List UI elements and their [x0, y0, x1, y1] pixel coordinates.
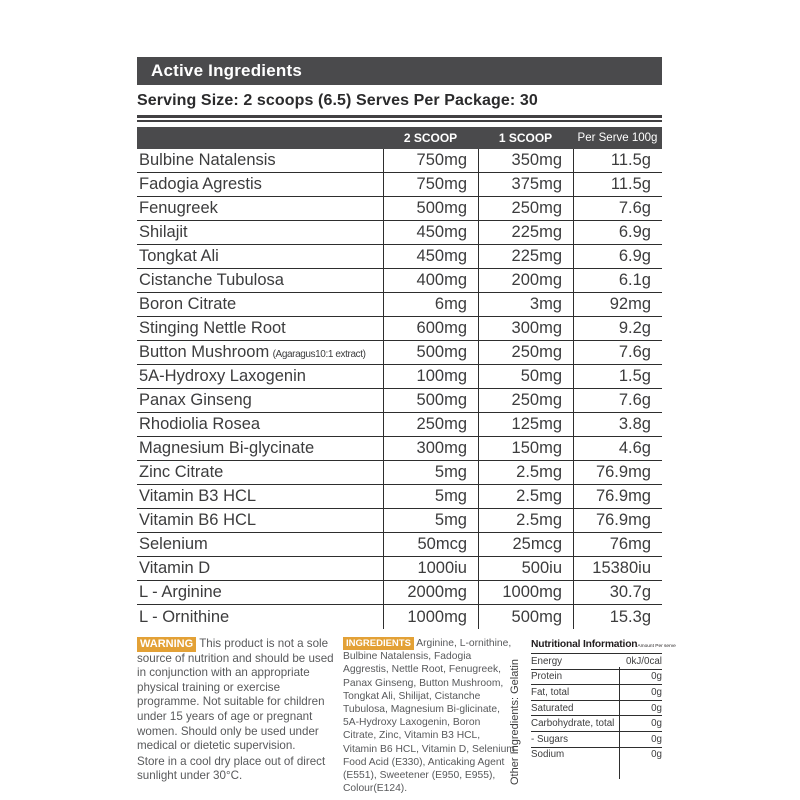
ingredients-block: [343, 637, 515, 795]
amount-1scoop: 350mg: [478, 149, 573, 172]
nutrition-value: 0g: [651, 733, 662, 745]
amount-2scoop: 500mg: [383, 197, 478, 220]
table-row: [137, 197, 662, 221]
amount-2scoop: 6mg: [383, 293, 478, 316]
nutrition-row: [531, 669, 662, 685]
amount-1scoop: 500iu: [478, 557, 573, 580]
nutrition-label: Saturated: [531, 702, 574, 714]
amount-per-serve: 30.7g: [573, 581, 662, 604]
nutrition-value: 0kJ/0cal: [626, 655, 662, 667]
amount-per-serve: 76.9mg: [573, 485, 662, 508]
ingredient-name: Vitamin B6 HCL: [139, 511, 257, 529]
table-row: [137, 365, 662, 389]
amount-per-serve: 92mg: [573, 293, 662, 316]
nutrition-label: Protein: [531, 671, 563, 683]
amount-2scoop: 500mg: [383, 341, 478, 364]
ingredients-tag: INGREDIENTS: [343, 637, 414, 650]
nutrition-value: 0g: [651, 749, 662, 761]
other-ingredients-vertical-label: Other Ingredients: Gelatin: [509, 659, 521, 785]
amount-2scoop: 750mg: [383, 149, 478, 172]
amount-1scoop: 1000mg: [478, 581, 573, 604]
nutrition-row: [531, 715, 662, 731]
amount-per-serve: 6.9g: [573, 245, 662, 268]
amount-2scoop: 100mg: [383, 365, 478, 388]
amount-2scoop: 2000mg: [383, 581, 478, 604]
amount-per-serve: 15380iu: [573, 557, 662, 580]
nutrition-label: - Sugars: [531, 733, 569, 745]
nutrition-panel: [531, 639, 676, 762]
column-header-2scoop: 2 SCOOP: [403, 131, 458, 145]
table-row: [137, 389, 662, 413]
warning-block: [137, 637, 339, 784]
ingredients-table: [137, 149, 662, 629]
nutrition-label: Fat, total: [531, 686, 570, 698]
table-row: [137, 341, 662, 365]
ingredient-name: Fenugreek: [139, 199, 218, 217]
nutrition-value: 0g: [651, 718, 662, 730]
nutrition-label: Carbohydrate, total: [531, 718, 615, 730]
table-row: [137, 245, 662, 269]
amount-2scoop: 600mg: [383, 317, 478, 340]
amount-1scoop: 2.5mg: [478, 509, 573, 532]
amount-1scoop: 125mg: [478, 413, 573, 436]
nutrition-row: [531, 684, 662, 700]
ingredient-name: Vitamin B3 HCL: [139, 487, 257, 505]
amount-2scoop: 500mg: [383, 389, 478, 412]
table-row: [137, 581, 662, 605]
amount-1scoop: 2.5mg: [478, 461, 573, 484]
nutrition-label: Sodium: [531, 749, 565, 761]
ingredient-name: Boron Citrate: [139, 295, 237, 313]
amount-per-serve: 76.9mg: [573, 509, 662, 532]
page-title: Active Ingredients: [151, 61, 302, 80]
amount-2scoop: 450mg: [383, 221, 478, 244]
amount-per-serve: 9.2g: [573, 317, 662, 340]
active-ingredients-header-bar: [137, 57, 662, 85]
ingredient-name: Selenium: [139, 535, 208, 553]
table-row: [137, 437, 662, 461]
amount-1scoop: 150mg: [478, 437, 573, 460]
nutrition-rows: [531, 653, 662, 762]
amount-2scoop: 5mg: [383, 461, 478, 484]
amount-1scoop: 250mg: [478, 389, 573, 412]
ingredient-name: Stinging Nettle Root: [139, 319, 286, 337]
amount-1scoop: 300mg: [478, 317, 573, 340]
table-row: [137, 533, 662, 557]
nutrition-row: [531, 731, 662, 747]
table-row: [137, 413, 662, 437]
table-row: [137, 485, 662, 509]
amount-per-serve: 7.6g: [573, 197, 662, 220]
table-row: [137, 149, 662, 173]
ingredient-name: L - Arginine: [139, 583, 222, 601]
ingredient-name: Fadogia Agrestis: [139, 175, 262, 193]
ingredient-name: Bulbine Natalensis: [139, 151, 276, 169]
amount-1scoop: 50mg: [478, 365, 573, 388]
table-row: [137, 173, 662, 197]
table-header-row: [137, 127, 662, 149]
ingredient-name: Cistanche Tubulosa: [139, 271, 284, 289]
nutrition-value: 0g: [651, 702, 662, 714]
amount-2scoop: 1000iu: [383, 557, 478, 580]
amount-1scoop: 25mcg: [478, 533, 573, 556]
serving-size-line: Serving Size: 2 scoops (6.5) Serves Per Package: 30: [137, 92, 538, 109]
table-row: [137, 269, 662, 293]
table-row: [137, 509, 662, 533]
ingredient-name: Tongkat Ali: [139, 247, 219, 265]
amount-per-serve: 7.6g: [573, 389, 662, 412]
amount-2scoop: 250mg: [383, 413, 478, 436]
table-row: [137, 317, 662, 341]
nutrition-title: Nutritional Information: [531, 639, 638, 650]
amount-2scoop: 5mg: [383, 485, 478, 508]
nutrition-column-divider: [619, 667, 620, 779]
amount-per-serve: 1.5g: [573, 365, 662, 388]
amount-2scoop: 5mg: [383, 509, 478, 532]
ingredient-name: Panax Ginseng: [139, 391, 252, 409]
amount-per-serve: 7.6g: [573, 341, 662, 364]
nutrition-row: [531, 653, 662, 669]
amount-per-serve: 76.9mg: [573, 461, 662, 484]
ingredient-name: L - Ornithine: [139, 607, 230, 626]
amount-1scoop: 250mg: [478, 197, 573, 220]
amount-2scoop: 1000mg: [383, 605, 478, 629]
ingredient-name: Magnesium Bi-glycinate: [139, 439, 315, 457]
amount-2scoop: 750mg: [383, 173, 478, 196]
amount-2scoop: 400mg: [383, 269, 478, 292]
warning-text: This product is not a sole source of nutrition and should be used in conjunction with an appropriate physical training or exercise programme. Not suitable for children under 15 years of age or pregnant women. Should only be used under medical or dietetic supervision.: [137, 637, 334, 753]
amount-1scoop: 250mg: [478, 341, 573, 364]
nutrition-row: [531, 747, 662, 763]
ingredient-name: Shilajit: [139, 223, 188, 241]
column-header-per-serve: Per Serve 100g: [577, 132, 658, 144]
table-row: [137, 461, 662, 485]
nutrition-value: 0g: [651, 671, 662, 683]
ingredient-name: Zinc Citrate: [139, 463, 224, 481]
footer-section: [137, 637, 676, 795]
table-row: [137, 221, 662, 245]
amount-1scoop: 225mg: [478, 245, 573, 268]
amount-2scoop: 450mg: [383, 245, 478, 268]
amount-1scoop: 2.5mg: [478, 485, 573, 508]
amount-per-serve: 15.3g: [573, 605, 662, 629]
nutrition-amount-per-serve-header: Amount Per serve: [637, 644, 676, 649]
nutrition-row: [531, 700, 662, 716]
label-content: [137, 57, 676, 795]
amount-2scoop: 300mg: [383, 437, 478, 460]
amount-per-serve: 3.8g: [573, 413, 662, 436]
nutrition-value: 0g: [651, 686, 662, 698]
ingredient-name: 5A-Hydroxy Laxogenin: [139, 367, 306, 385]
nutrition-panel-header: [531, 639, 676, 653]
double-rule-divider: [137, 115, 662, 122]
storage-instructions: Store in a cool dry place out of direct sunlight under 30°C.: [137, 754, 326, 783]
amount-per-serve: 6.1g: [573, 269, 662, 292]
amount-per-serve: 4.6g: [573, 437, 662, 460]
amount-per-serve: 11.5g: [573, 149, 662, 172]
amount-per-serve: 6.9g: [573, 221, 662, 244]
ingredient-note: (Agaragus10:1 extract): [270, 349, 366, 360]
amount-1scoop: 225mg: [478, 221, 573, 244]
amount-per-serve: 11.5g: [573, 173, 662, 196]
amount-2scoop: 50mcg: [383, 533, 478, 556]
ingredient-name: Vitamin D: [139, 559, 211, 577]
table-row: [137, 293, 662, 317]
amount-1scoop: 375mg: [478, 173, 573, 196]
amount-1scoop: 200mg: [478, 269, 573, 292]
warning-tag: WARNING: [137, 637, 196, 652]
ingredient-name: Button Mushroom (Agaragus10:1 extract): [139, 343, 366, 361]
amount-1scoop: 500mg: [478, 605, 573, 629]
nutrition-label: Energy: [531, 655, 563, 667]
amount-per-serve: 76mg: [573, 533, 662, 556]
ingredients-text: Arginine, L-ornithine, Bulbine Natalensis, Fadogia Aggrestis, Nettle Root, Fenugreek, Panax Ginseng, Button Mushroom, Tongkat Ali, Shilijat, Cistanche Tubulosa, Magnesium Bi-glicinate, 5A-Hydroxy Laxogenin, Boron Citrate, Zinc, Vitamin B3 HCL, Vitamin B6 HCL, Vitamin D, Selenium Food Acid (E330), Anticaking Agent (E551), Sweetener (E950, E955), Colour(E124).: [343, 638, 515, 795]
ingredient-name: Rhodiolia Rosea: [139, 415, 261, 433]
amount-1scoop: 3mg: [478, 293, 573, 316]
column-header-1scoop: 1 SCOOP: [498, 131, 553, 145]
table-row: [137, 557, 662, 581]
table-row: [137, 605, 662, 629]
